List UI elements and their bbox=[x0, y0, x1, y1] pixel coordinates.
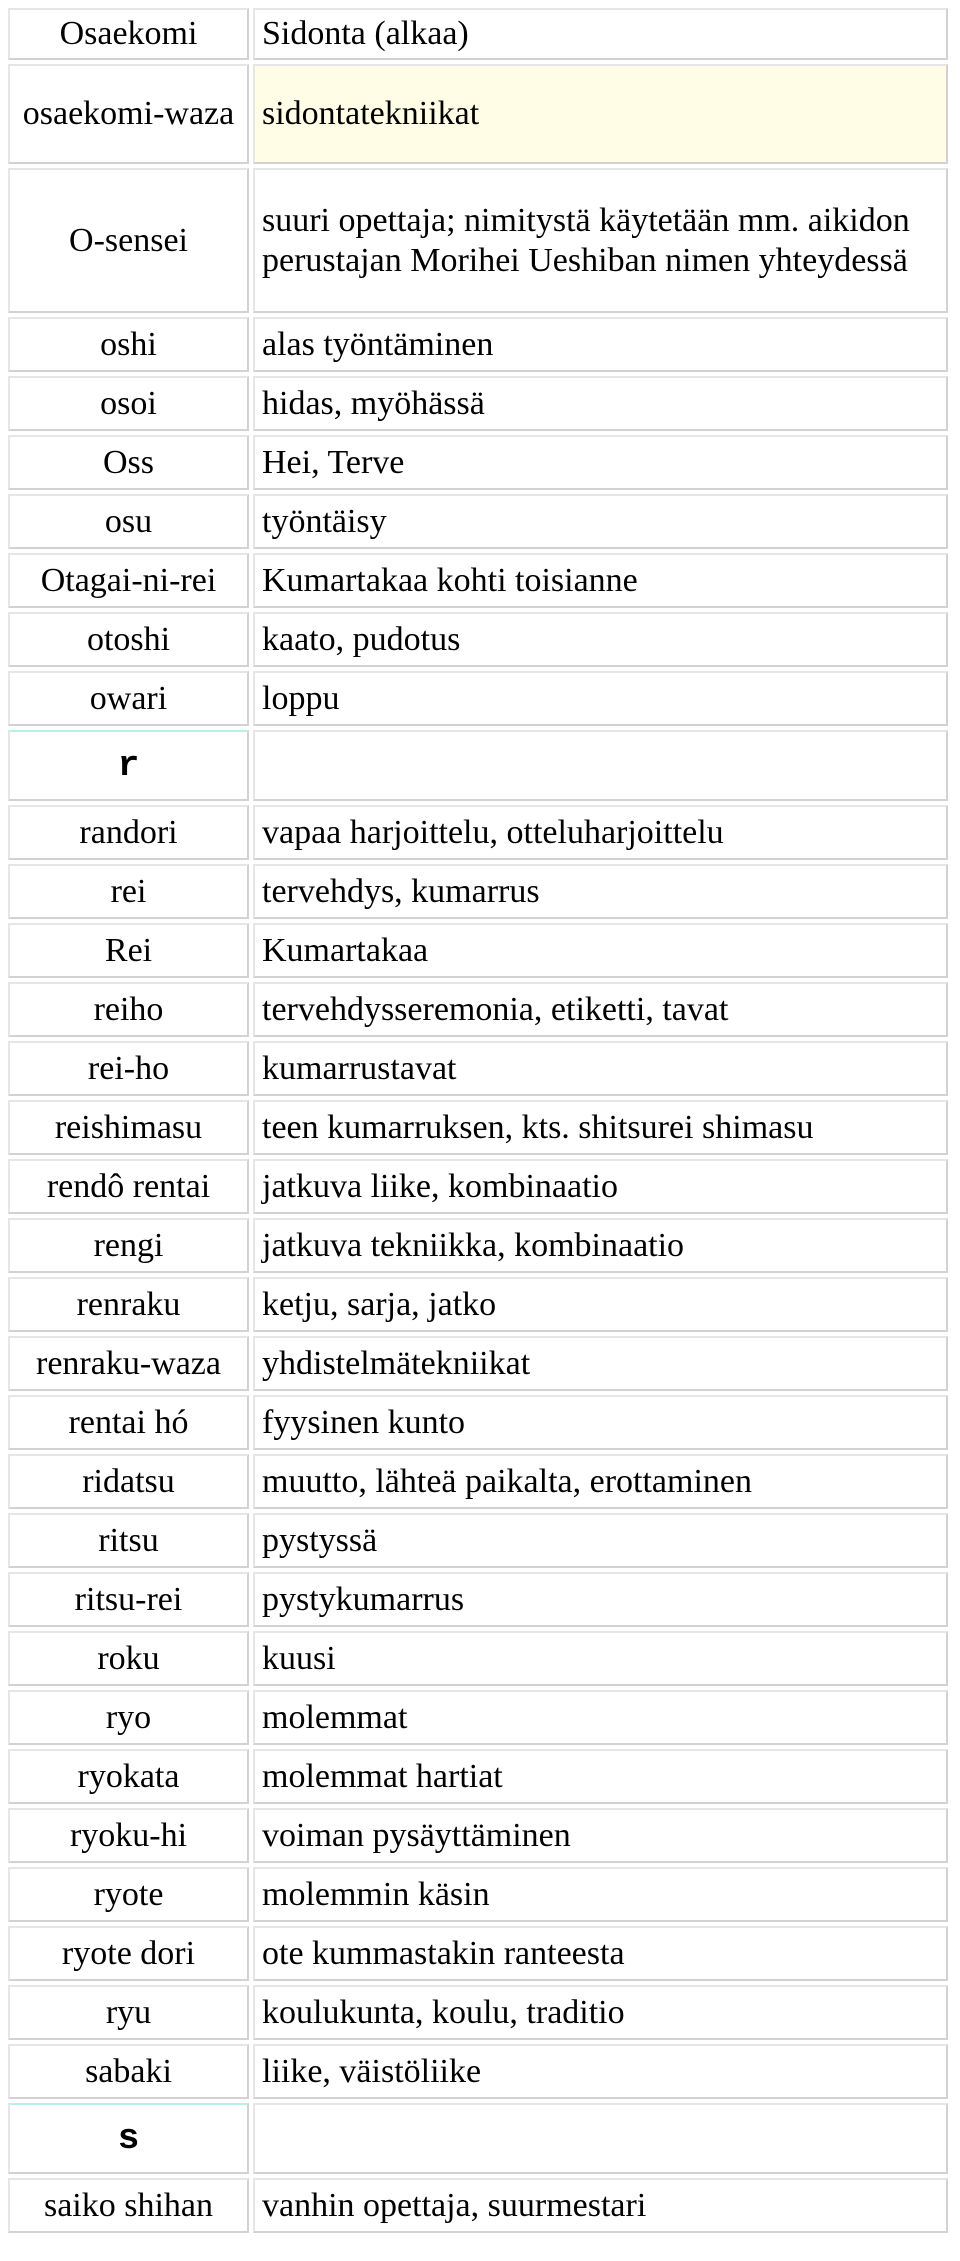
glossary-row bbox=[6, 1983, 954, 2042]
term-cell: rendô rentai bbox=[8, 1159, 249, 1214]
glossary-row bbox=[6, 980, 954, 1039]
glossary-row bbox=[6, 1216, 954, 1275]
term-cell: reiho bbox=[8, 982, 249, 1037]
definition-cell: Hei, Terve bbox=[253, 435, 948, 490]
term-cell: ritsu-rei bbox=[8, 1572, 249, 1627]
glossary-row bbox=[6, 315, 954, 374]
term-cell: roku bbox=[8, 1631, 249, 1686]
term-cell: ryo bbox=[8, 1690, 249, 1745]
glossary-row bbox=[6, 1747, 954, 1806]
definition-cell: hidas, myöhässä bbox=[253, 376, 948, 431]
term-cell: ritsu bbox=[8, 1513, 249, 1568]
glossary-row bbox=[6, 1157, 954, 1216]
glossary-row bbox=[6, 803, 954, 862]
term-cell: rei bbox=[8, 864, 249, 919]
definition-cell: alas työntäminen bbox=[253, 317, 948, 372]
glossary-row bbox=[6, 669, 954, 728]
term-cell: saiko shihan bbox=[8, 2178, 249, 2233]
definition-cell: pystykumarrus bbox=[253, 1572, 948, 1627]
glossary-row bbox=[6, 1511, 954, 1570]
term-cell: rentai hó bbox=[8, 1395, 249, 1450]
definition-cell: pystyssä bbox=[253, 1513, 948, 1568]
definition-cell: kaato, pudotus bbox=[253, 612, 948, 667]
glossary-row bbox=[6, 166, 954, 315]
term-cell: renraku bbox=[8, 1277, 249, 1332]
glossary-row bbox=[6, 1452, 954, 1511]
definition-cell: kumarrustavat bbox=[253, 1041, 948, 1096]
glossary-row bbox=[6, 374, 954, 433]
definition-cell: ketju, sarja, jatko bbox=[253, 1277, 948, 1332]
glossary-row bbox=[6, 433, 954, 492]
glossary-row bbox=[6, 1924, 954, 1983]
term-cell: oshi bbox=[8, 317, 249, 372]
glossary-row bbox=[6, 1098, 954, 1157]
term-cell: sabaki bbox=[8, 2044, 249, 2099]
definition-cell: sidontatekniikat bbox=[253, 64, 948, 164]
section-empty-cell bbox=[253, 730, 948, 801]
section-letter: r bbox=[8, 730, 249, 801]
glossary-row bbox=[6, 6, 954, 62]
glossary-row bbox=[6, 1334, 954, 1393]
term-cell: reishimasu bbox=[8, 1100, 249, 1155]
definition-cell: voiman pysäyttäminen bbox=[253, 1808, 948, 1863]
letter-section-row bbox=[6, 2101, 954, 2176]
term-cell: rei-ho bbox=[8, 1041, 249, 1096]
term-cell: osoi bbox=[8, 376, 249, 431]
definition-cell: tervehdysseremonia, etiketti, tavat bbox=[253, 982, 948, 1037]
glossary-row bbox=[6, 1688, 954, 1747]
glossary-row bbox=[6, 1629, 954, 1688]
glossary-row bbox=[6, 1806, 954, 1865]
term-cell: rengi bbox=[8, 1218, 249, 1273]
definition-cell: vapaa harjoittelu, otteluharjoittelu bbox=[253, 805, 948, 860]
definition-cell: työntäisy bbox=[253, 494, 948, 549]
glossary-row bbox=[6, 1039, 954, 1098]
definition-cell: fyysinen kunto bbox=[253, 1395, 948, 1450]
term-cell: Otagai-ni-rei bbox=[8, 553, 249, 608]
definition-cell: kuusi bbox=[253, 1631, 948, 1686]
term-cell: Rei bbox=[8, 923, 249, 978]
definition-cell: liike, väistöliike bbox=[253, 2044, 948, 2099]
letter-section-row bbox=[6, 728, 954, 803]
glossary-row bbox=[6, 862, 954, 921]
definition-cell: Kumartakaa kohti toisianne bbox=[253, 553, 948, 608]
term-cell: owari bbox=[8, 671, 249, 726]
glossary-row bbox=[6, 2042, 954, 2101]
definition-cell: ote kummastakin ranteesta bbox=[253, 1926, 948, 1981]
glossary-row bbox=[6, 1393, 954, 1452]
section-empty-cell bbox=[253, 2103, 948, 2174]
term-cell: osaekomi-waza bbox=[8, 64, 249, 164]
definition-cell: muutto, lähteä paikalta, erottaminen bbox=[253, 1454, 948, 1509]
term-cell: otoshi bbox=[8, 612, 249, 667]
definition-cell: molemmin käsin bbox=[253, 1867, 948, 1922]
definition-cell: jatkuva tekniikka, kombinaatio bbox=[253, 1218, 948, 1273]
definition-cell: molemmat bbox=[253, 1690, 948, 1745]
term-cell: O-sensei bbox=[8, 168, 249, 313]
glossary-row bbox=[6, 610, 954, 669]
section-letter: s bbox=[8, 2103, 249, 2174]
definition-cell: suuri opettaja; nimitystä käytetään mm. aikidon perustajan Morihei Ueshiban nimen yhteydessä bbox=[253, 168, 948, 313]
term-cell: ryote bbox=[8, 1867, 249, 1922]
definition-cell: tervehdys, kumarrus bbox=[253, 864, 948, 919]
term-cell: ridatsu bbox=[8, 1454, 249, 1509]
term-cell: renraku-waza bbox=[8, 1336, 249, 1391]
term-cell: ryote dori bbox=[8, 1926, 249, 1981]
glossary-row bbox=[6, 1865, 954, 1924]
glossary-row bbox=[6, 492, 954, 551]
term-cell: osu bbox=[8, 494, 249, 549]
glossary-row bbox=[6, 1570, 954, 1629]
term-cell: ryokata bbox=[8, 1749, 249, 1804]
term-cell: Osaekomi bbox=[8, 8, 249, 60]
glossary-row bbox=[6, 1275, 954, 1334]
glossary-row bbox=[6, 921, 954, 980]
definition-cell: vanhin opettaja, suurmestari bbox=[253, 2178, 948, 2233]
definition-cell: Sidonta (alkaa) bbox=[253, 8, 948, 60]
glossary-row bbox=[6, 551, 954, 610]
definition-cell: koulukunta, koulu, traditio bbox=[253, 1985, 948, 2040]
glossary-row bbox=[6, 62, 954, 166]
glossary-table bbox=[6, 6, 954, 2235]
glossary-row bbox=[6, 2176, 954, 2235]
definition-cell: loppu bbox=[253, 671, 948, 726]
definition-cell: jatkuva liike, kombinaatio bbox=[253, 1159, 948, 1214]
definition-cell: molemmat hartiat bbox=[253, 1749, 948, 1804]
term-cell: Oss bbox=[8, 435, 249, 490]
term-cell: ryoku-hi bbox=[8, 1808, 249, 1863]
term-cell: ryu bbox=[8, 1985, 249, 2040]
term-cell: randori bbox=[8, 805, 249, 860]
definition-cell: yhdistelmätekniikat bbox=[253, 1336, 948, 1391]
definition-cell: Kumartakaa bbox=[253, 923, 948, 978]
definition-cell: teen kumarruksen, kts. shitsurei shimasu bbox=[253, 1100, 948, 1155]
